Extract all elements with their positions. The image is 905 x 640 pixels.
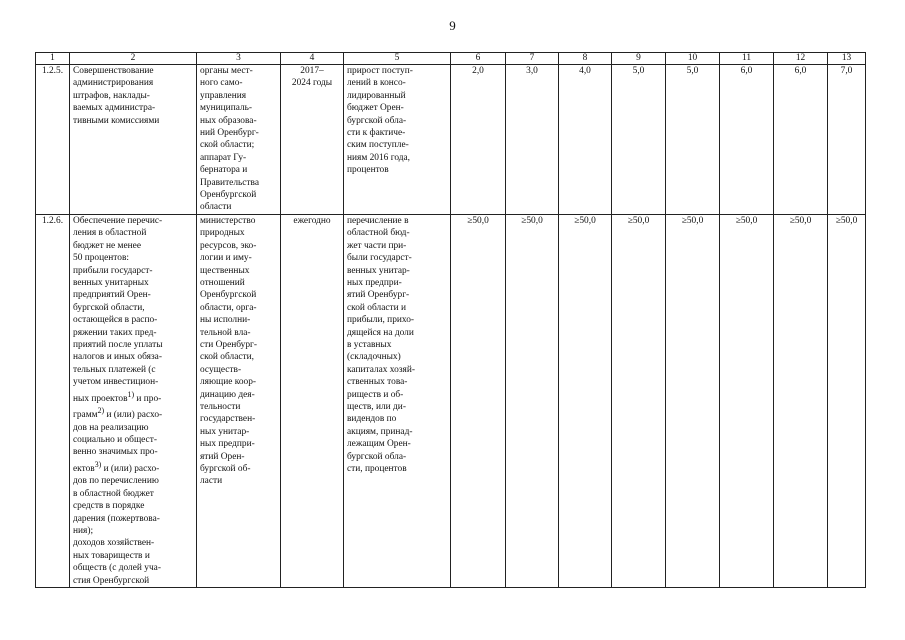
header-cell: 6 <box>451 53 506 65</box>
action-cell: Совершенствование администрирования штрафов, наклады- ваемых администра- тивными комиссиями <box>70 65 197 215</box>
value-cell: 3,0 <box>506 65 559 215</box>
row-number: 1.2.6. <box>36 214 70 587</box>
measures-table <box>35 52 866 588</box>
action-text: Обеспечение перечис- ления в областной бюджет не менее 50 процентов: прибыли государст- венных унитарных предприятий Орен- бургской области, остающейся в распо- ряжении таких пред- приятий после уплаты налогов и иных обяза- тельных платежей (с учетом инвестицион- ных проектов <box>73 215 163 404</box>
value-cell: 2,0 <box>451 65 506 215</box>
value-cell: 5,0 <box>666 65 720 215</box>
header-cell: 12 <box>774 53 828 65</box>
table-row <box>36 65 866 215</box>
indicator-cell: перечисление в областной бюд- жет части при- были государст- венных унитар- ных предпри- ятий Оренбург- ской области и прибыли, прихо- дящейся на доли в уставных (складочных) капиталах хозяй- ственных това- риществ и об- ществ, или ди- видендов по акциям, принад- лежащим Орен- бургской обла- сти, процентов <box>344 214 451 587</box>
value-cell: ≥50,0 <box>559 214 612 587</box>
header-cell: 13 <box>828 53 866 65</box>
value-cell: 4,0 <box>559 65 612 215</box>
value-cell: 5,0 <box>612 65 666 215</box>
value-cell: ≥50,0 <box>451 214 506 587</box>
responsible-cell: органы мест- ного само- управления муниципаль- ных образова- ний Оренбург- ской области; аппарат Гу- бернатора и Правительства Оренбургской области <box>197 65 281 215</box>
value-cell: 6,0 <box>774 65 828 215</box>
header-cell: 3 <box>197 53 281 65</box>
value-cell: ≥50,0 <box>720 214 774 587</box>
action-text: и (или) расхо- дов по перечислению в областной бюджет средств в порядке дарения (пожертвова- ния); доходов хозяйствен- ных товариществ и обществ (с долей уча- стия Оренбургской <box>73 463 161 586</box>
header-cell: 2 <box>70 53 197 65</box>
footnote-mark: 2) <box>97 406 105 416</box>
footnote-mark: 1) <box>127 389 135 399</box>
header-cell: 4 <box>281 53 344 65</box>
footnote-mark: 3) <box>94 459 102 469</box>
value-cell: ≥50,0 <box>612 214 666 587</box>
action-text: и про- грамм <box>73 393 162 421</box>
period-cell: ежегодно <box>281 214 344 587</box>
responsible-cell: министерство природных ресурсов, эко- логии и иму- щественных отношений Оренбургской области, орга- ны исполни- тельной вла- сти Оренбург- ской области, осуществ- ляющие коор- динацию дея- тельности государствен- ных унитар- ных предпри- ятий Орен- бургской об- ласти <box>197 214 281 587</box>
value-cell: 7,0 <box>828 65 866 215</box>
period-cell: 2017– 2024 годы <box>281 65 344 215</box>
value-cell: ≥50,0 <box>506 214 559 587</box>
header-cell: 5 <box>344 53 451 65</box>
action-cell <box>70 214 197 587</box>
header-cell: 7 <box>506 53 559 65</box>
header-cell: 10 <box>666 53 720 65</box>
page-number: 9 <box>449 18 456 33</box>
value-cell: ≥50,0 <box>828 214 866 587</box>
indicator-cell: прирост поступ- лений в консо- лидированный бюджет Орен- бургской обла- сти к фактиче- ским поступле- ниям 2016 года, процентов <box>344 65 451 215</box>
value-cell: ≥50,0 <box>666 214 720 587</box>
header-cell: 1 <box>36 53 70 65</box>
header-cell: 9 <box>612 53 666 65</box>
header-cell: 8 <box>559 53 612 65</box>
header-row <box>36 53 866 65</box>
header-cell: 11 <box>720 53 774 65</box>
value-cell: 6,0 <box>720 65 774 215</box>
table-row <box>36 214 866 587</box>
row-number: 1.2.5. <box>36 65 70 215</box>
action-text: и (или) расхо- дов на реализацию социально и общест- венно значимых про- ектов <box>73 410 163 474</box>
value-cell: ≥50,0 <box>774 214 828 587</box>
